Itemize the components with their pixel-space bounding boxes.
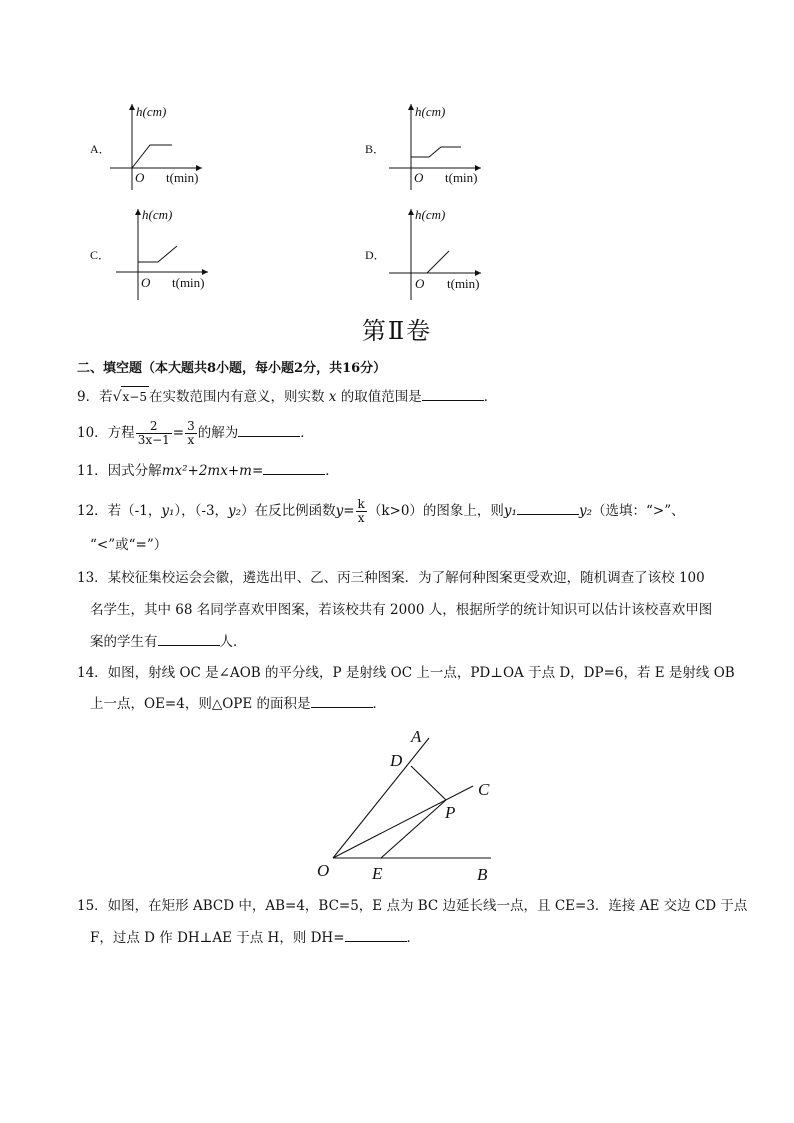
option-a-label: A． [90, 142, 111, 156]
option-a-graph [110, 100, 220, 194]
q9-answer-blank[interactable] [422, 388, 484, 401]
q12-fraction [356, 498, 367, 525]
q9-var: x [328, 389, 337, 405]
q10-pre: 10．方程 [77, 425, 135, 441]
q13-l3end: 人． [219, 634, 247, 650]
q13-l3: 案的学生有 [90, 634, 158, 650]
q9-pre: 9．若 [77, 389, 113, 405]
graph-line [411, 147, 461, 157]
q15-end: ． [406, 930, 421, 946]
segment-pd [411, 766, 446, 800]
q12-y1b: y₁ [503, 503, 517, 519]
q10-eq: = [172, 425, 185, 441]
q9-post2: 的取值范围是 [340, 389, 422, 405]
q11-end: ． [325, 463, 339, 479]
section-heading: 二、填空题（本大题共8小题，每小题2分，共16分） [77, 361, 387, 376]
q14-line-2 [90, 694, 386, 714]
point-d-label: D [390, 751, 403, 770]
q12-cond: （k>0）的图象上，则 [367, 503, 504, 519]
y-axis-label: h(cm) [415, 207, 446, 222]
ray-oc [333, 786, 473, 858]
option-b-graph [389, 100, 499, 194]
x-axis-label: t(min) [172, 275, 205, 290]
point-a-label: A [411, 727, 422, 746]
q10-answer-blank[interactable] [238, 424, 300, 437]
q12-line-2: “<”或“=”） [90, 537, 168, 553]
q15-line-2 [90, 928, 420, 948]
q14-l2: 上一点，OE=4，则△OPE 的面积是 [90, 696, 311, 712]
q15-answer-blank[interactable] [345, 929, 407, 942]
q10-fraction-1 [136, 420, 172, 447]
q10-f2-num: 3 [187, 419, 195, 433]
segment-pe [381, 800, 446, 858]
origin-label: O [141, 275, 151, 290]
q13-line-1: 13．某校征集校运会会徽，遴选出甲、乙、丙三种图案．为了解何种图案更受欢迎，随机调查了该校 100 [77, 570, 705, 586]
q11-expr: mx²+2mx+m [161, 463, 252, 479]
option-c-label: C． [90, 248, 111, 262]
q15-line-1: 15．如图，在矩形 ABCD 中，AB=4，BC=5，E 点为 BC 边延长线一点，且 CE=3．连接 AE 交边 CD 于点 [77, 898, 748, 914]
ray-oa [333, 738, 429, 858]
question-10 [77, 420, 314, 447]
q15-l2: F，过点 D 作 DH⊥AE 于点 H，则 DH= [90, 930, 345, 946]
graph-line [138, 246, 177, 262]
q14-end: ． [372, 696, 387, 712]
option-d-label: D． [365, 248, 386, 262]
origin-label: O [414, 170, 424, 185]
q10-fraction-2 [185, 420, 197, 447]
x-axis-label: t(min) [166, 170, 199, 185]
origin-label: O [135, 170, 145, 185]
origin-label: O [415, 276, 425, 291]
q12-mid2: ）在反比例函数 [241, 503, 336, 519]
q10-f1-num: 2 [136, 420, 172, 434]
q12-y1: y₁ [161, 503, 175, 519]
q10-post: 的解为 [197, 425, 239, 441]
question-11 [77, 461, 339, 481]
q10-f2-den: x [187, 433, 195, 447]
x-axis-label: t(min) [445, 170, 478, 185]
q13-line-2: 名学生，其中 68 名同学喜欢甲图案，若该校共有 2000 人，根据所学的统计知识可以估计该校喜欢甲图 [90, 602, 713, 618]
question-9: 9．若√x−5 在实数范围内有意义，则实数 x 的取值范围是 ． [77, 386, 497, 407]
y-axis-label: h(cm) [136, 104, 167, 119]
q12-answer-blank[interactable] [517, 502, 579, 515]
q12-eq: = [343, 503, 355, 519]
point-p-label: P [445, 803, 456, 822]
q13-line-3 [90, 632, 247, 652]
graph-line [427, 251, 449, 273]
q11-answer-blank[interactable] [263, 462, 325, 475]
q9-end: ． [483, 389, 498, 405]
q14-answer-blank[interactable] [311, 695, 373, 708]
q12-y2: y₂ [228, 503, 242, 519]
q12-pre: 12．若（-1， [77, 503, 162, 519]
q13-answer-blank[interactable] [158, 633, 220, 646]
q10-f1-den: 3x−1 [137, 433, 170, 447]
option-b-label: B． [365, 142, 386, 156]
graph-line [132, 145, 172, 168]
q14-line-1: 14．如图，射线 OC 是∠AOB 的平分线，P 是射线 OC 上一点，PD⊥OA 于点 D，DP=6，若 E 是射线 OB [77, 665, 735, 681]
q9-radicand: x−5 [121, 386, 149, 407]
q9-post: 在实数范围内有意义，则实数 [148, 389, 325, 405]
point-c-label: C [478, 780, 490, 799]
point-e-label: E [372, 864, 383, 883]
q11-pre: 11．因式分解 [77, 463, 162, 479]
question-12 [77, 498, 685, 525]
option-c-graph [116, 205, 226, 304]
point-b-label: B [477, 865, 488, 884]
point-o-label: O [317, 861, 330, 880]
q10-end: ． [300, 425, 314, 441]
q12-choose: （选填：“>”、 [592, 503, 685, 519]
q12-y2b: y₂ [578, 503, 593, 519]
q14-figure [315, 722, 505, 891]
x-axis-label: t(min) [447, 276, 480, 291]
q12-func: y [335, 503, 344, 519]
q12-f-den: x [357, 511, 365, 525]
q12-f-num: k [357, 497, 365, 511]
page-title: 第Ⅱ卷 [361, 317, 433, 345]
q11-post: = [251, 463, 264, 479]
y-axis-label: h(cm) [142, 207, 173, 222]
q12-mid1: ），（-3， [174, 503, 229, 519]
y-axis-label: h(cm) [415, 104, 446, 119]
option-d-graph [389, 205, 499, 304]
